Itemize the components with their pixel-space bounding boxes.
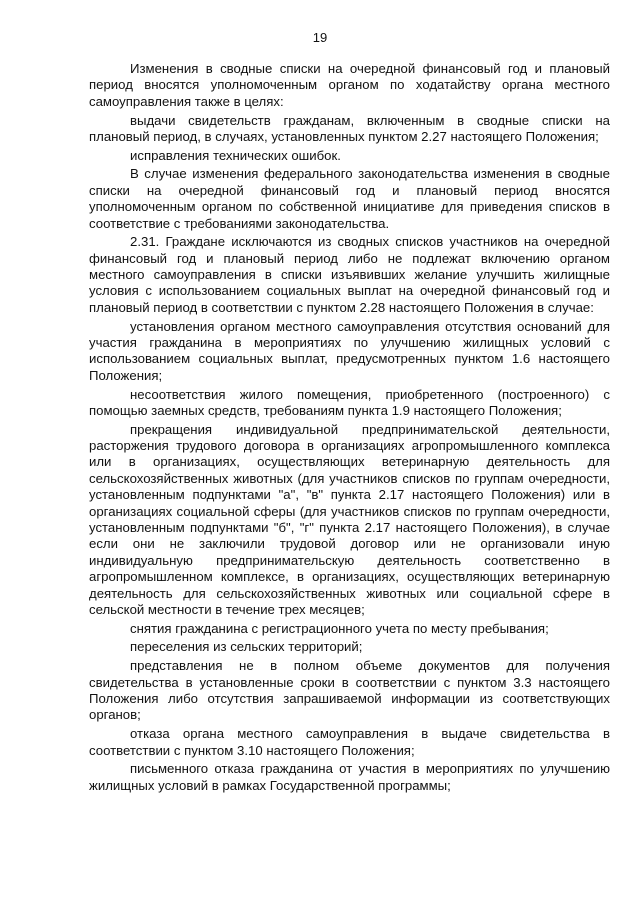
paragraph-incomplete-documents: представления не в полном объеме документов для получения свидетельства в установленные сроки в соответствии с пунктом 3.3 настоящего Положения либо отсутствия запрашиваемой информации из соответствующих органов; — [89, 658, 610, 723]
paragraph-housing-mismatch: несоответствия жилого помещения, приобретенного (построенного) с помощью заемных средств, требованиям пункта 1.9 настоящего Положения; — [89, 386, 610, 418]
paragraph-fix-errors: исправления технических ошибок. — [130, 147, 341, 163]
page-number: 19 — [312, 30, 328, 45]
paragraph-no-grounds: установления органом местного самоуправления отсутствия оснований для участия гражданина в мероприятиях по улучшению жилищных условий с использованием социальных выплат, предусмотренных пунктом 1.6 настоящего Положения; — [89, 318, 610, 383]
paragraph-deregistration: снятия гражданина с регистрационного учета по месту пребывания; — [130, 620, 549, 636]
paragraph-federal-law-changes: В случае изменения федерального законодательства изменения в сводные списки на очередной финансовый год и плановый период вносятся уполномоченным органом по собственной инициативе для приведения списков в соответствие с требованиями законодательства. — [89, 166, 610, 231]
paragraph-issue-certificates: выдачи свидетельств гражданам, включенным в сводные списки на плановый период, в случаях, установленных пунктом 2.27 настоящего Положения; — [89, 112, 610, 144]
paragraph-2-31: 2.31. Граждане исключаются из сводных списков участников на очередной финансовый год и плановый период либо не подлежат включению органом местного самоуправления в списки изъявивших желание улучшить жилищные условия с использованием социальных выплат на очередной финансовый год и плановый период в соответствии с пунктом 2.28 настоящего Положения в случае: — [89, 234, 610, 315]
document-body — [89, 61, 610, 796]
paragraph-relocation: переселения из сельских территорий; — [130, 639, 363, 655]
paragraph-refusal-certificate: отказа органа местного самоуправления в выдаче свидетельства в соответствии с пунктом 3.10 настоящего Положения; — [89, 726, 610, 758]
paragraph-written-refusal: письменного отказа гражданина от участия в мероприятиях по улучшению жилищных условий в рамках Государственной программы; — [89, 761, 610, 793]
paragraph-termination-activity: прекращения индивидуальной предпринимательской деятельности, расторжения трудового договора в организациях агропромышленного комплекса или в организациях, осуществляющих ветеринарную деятельность для сельскохозяйственных животных (для участников списков по группам очередности, установленным подпунктами "а", "в" пункта 2.17 настоящего Положения) или в организациях социальной сферы (для участников списков по группам очередности, установленным подпунктами "б", "г" пункта 2.17 настоящего Положения), в случае если они не заключили трудовой договор или не организовали иную индивидуальную предпринимательскую деятельность соответственно в агропромышленном комплексе, в организациях, осуществляющих ветеринарную деятельность для сельскохозяйственных животных или социальной сфере в сельской местности в течение трех месяцев; — [89, 421, 610, 618]
paragraph-changes-intro: Изменения в сводные списки на очередной финансовый год и плановый период вносятся уполномоченным органом по ходатайству органа местного самоуправления также в целях: — [89, 61, 610, 109]
